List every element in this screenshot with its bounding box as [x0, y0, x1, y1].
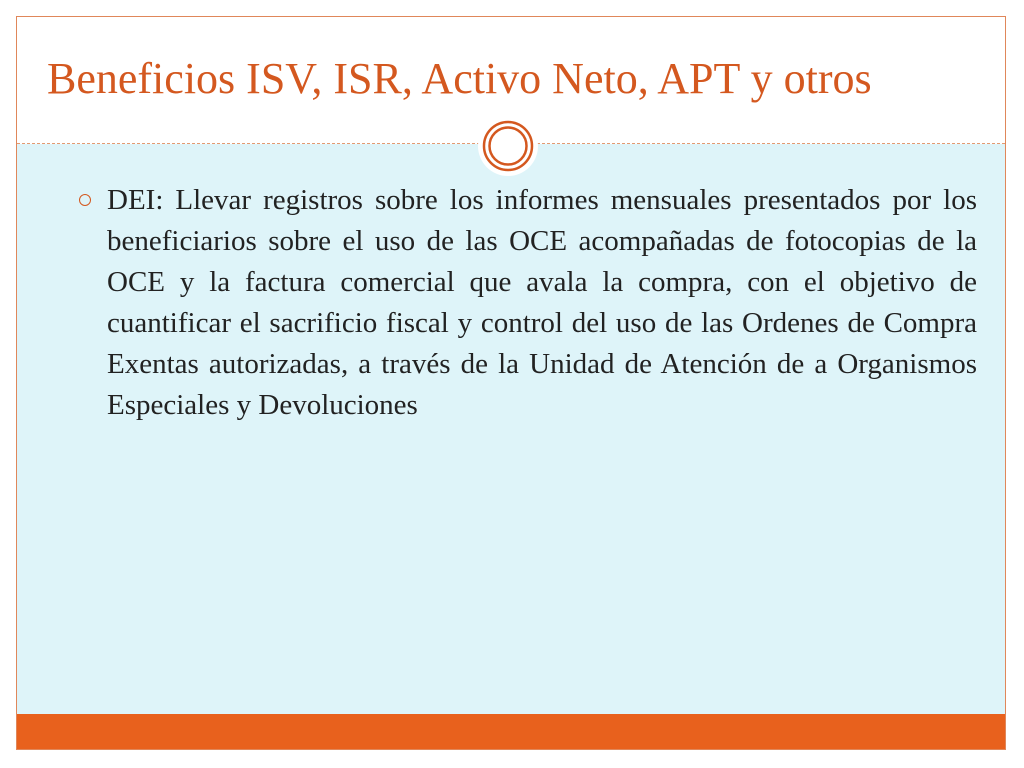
bullet-text: DEI: Llevar registros sobre los informes mensuales presentados por los beneficiarios sobre el uso de las OCE acompañadas de fotocopias de la OCE y la factura comercial que avala la compra, con el objetivo de cuantificar el sacrificio fiscal y control del uso de las Ordenes de Compra Exentas autorizadas, a través de la Unidad de Atención de a Organismos Especiales y Devoluciones — [107, 184, 977, 421]
hollow-circle-bullet-icon — [79, 194, 91, 206]
bullet-list — [77, 180, 977, 426]
footer-bar — [17, 714, 1005, 749]
double-ring-circle-icon — [477, 115, 539, 177]
slide-title: Beneficios ISV, ISR, Activo Neto, APT y otros — [47, 54, 872, 103]
list-item — [77, 180, 977, 426]
slide-frame — [16, 16, 1006, 750]
